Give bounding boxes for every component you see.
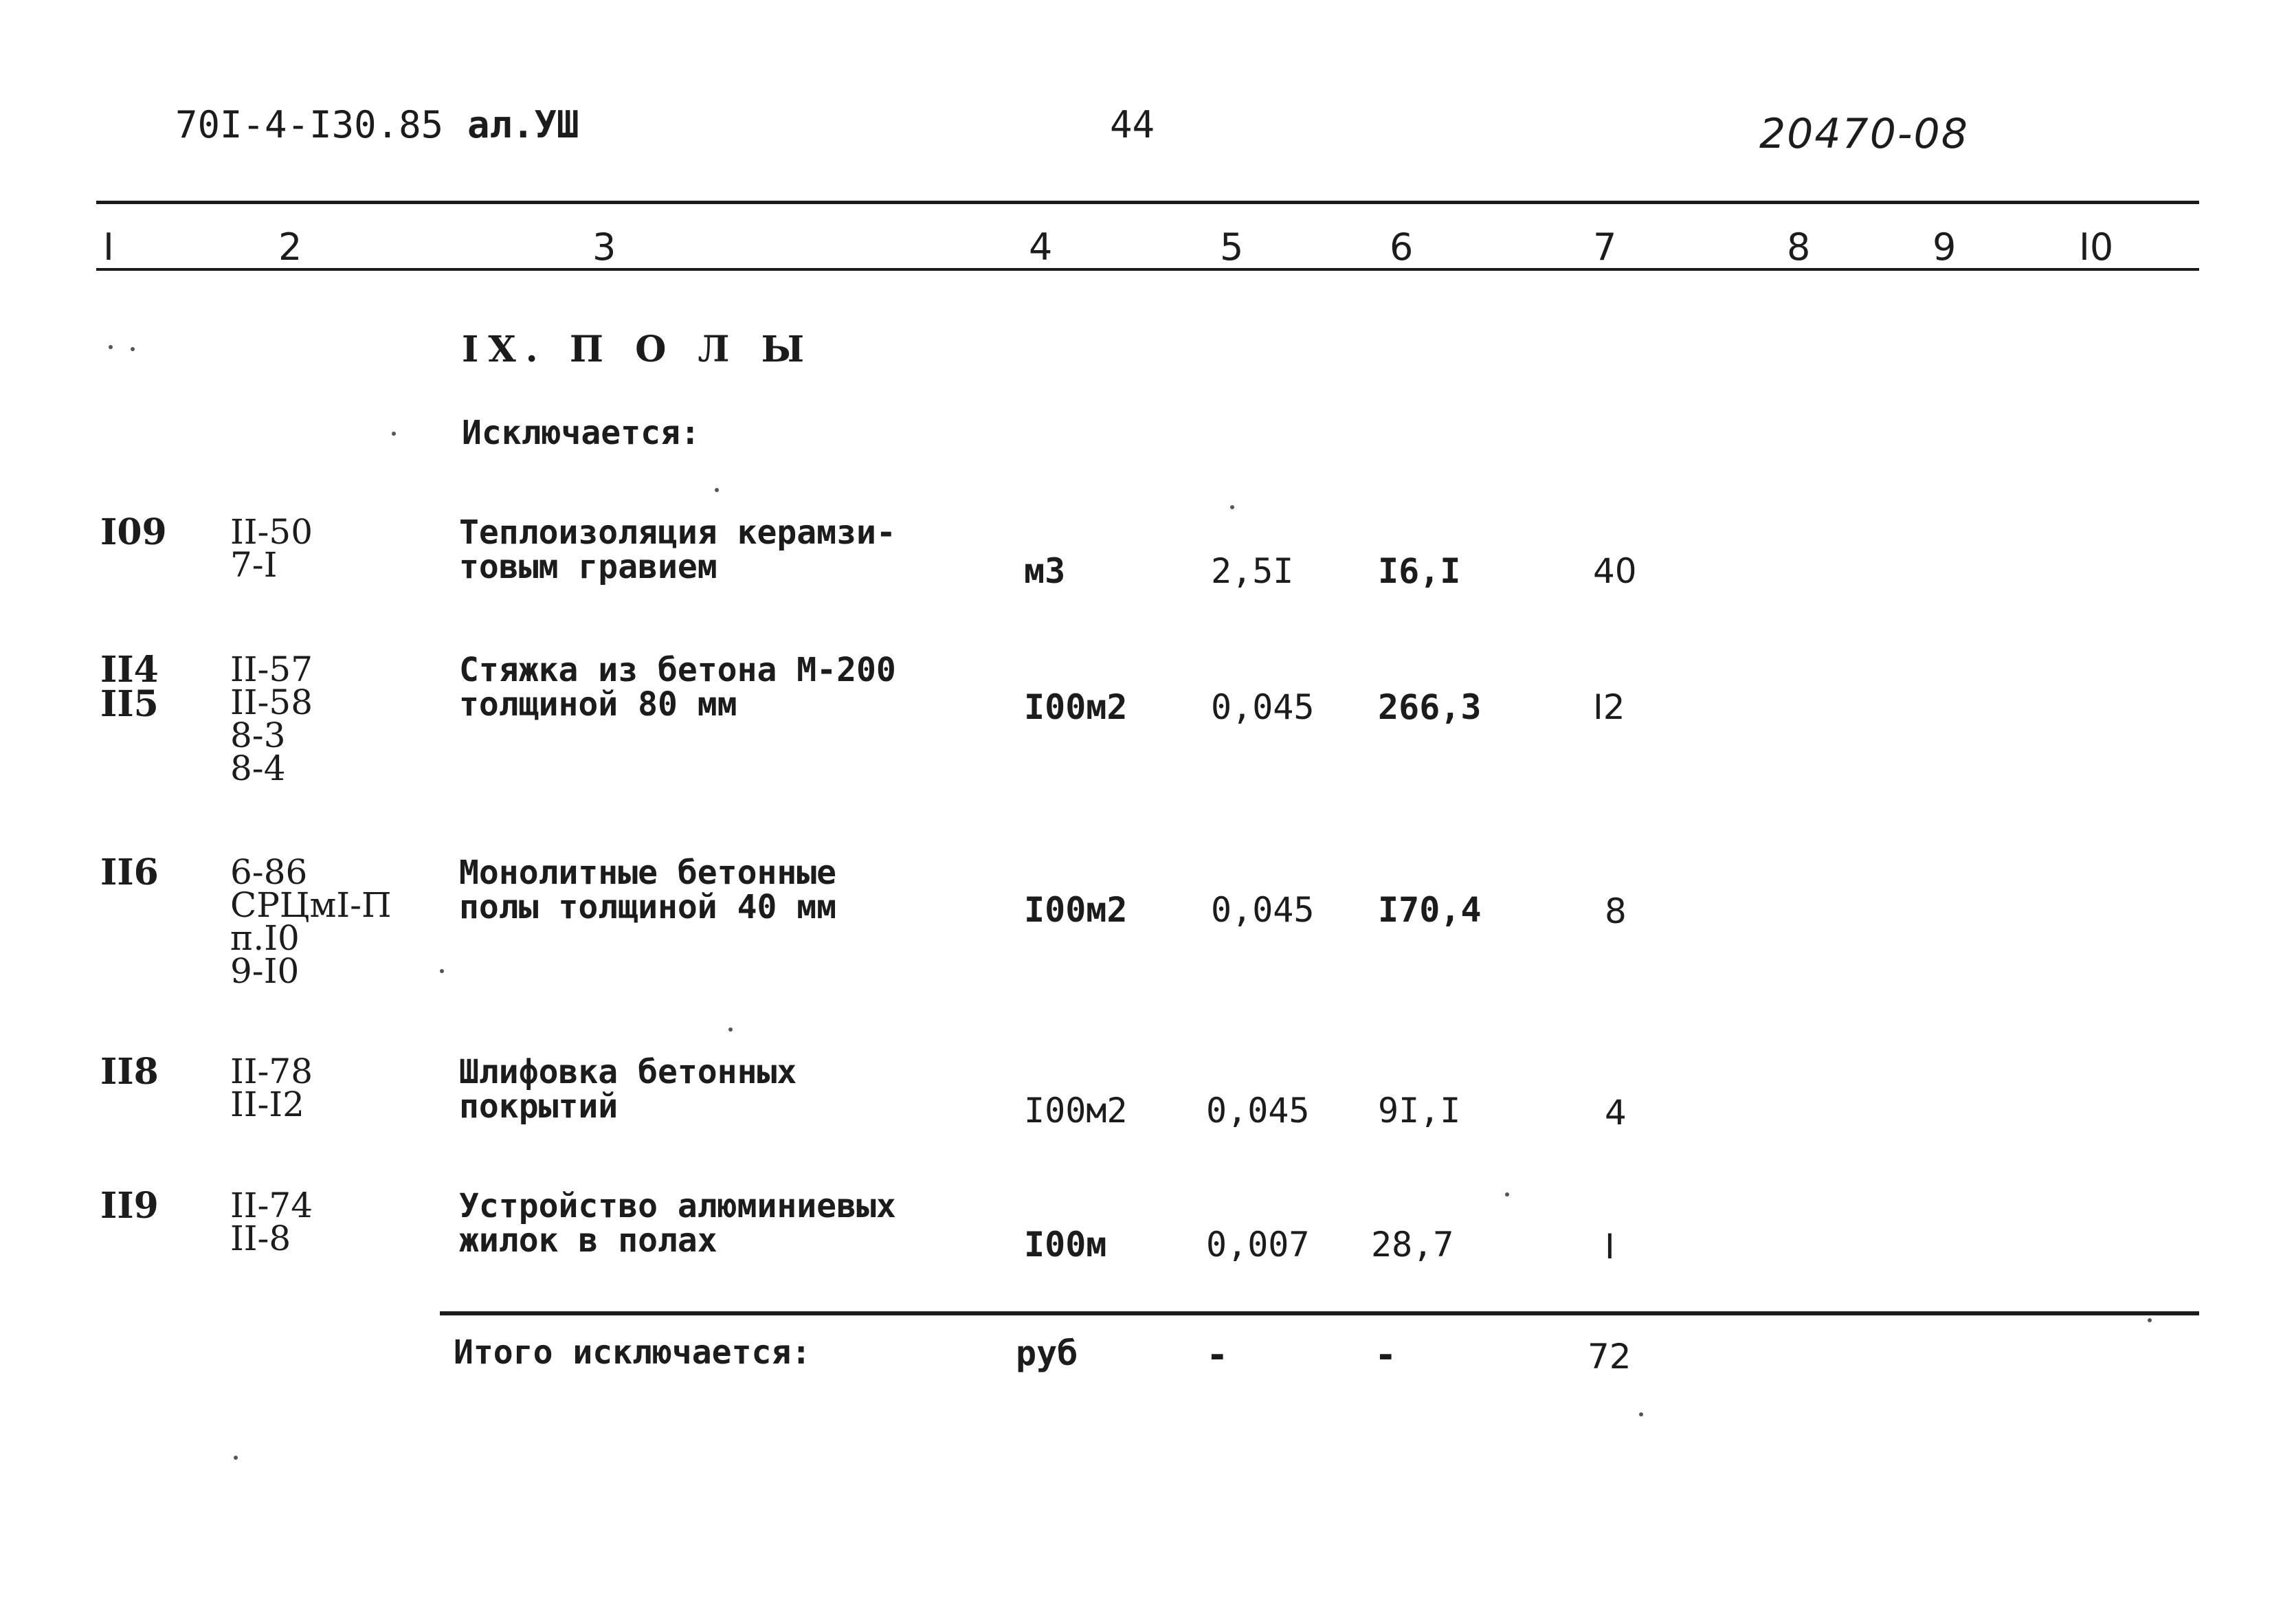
row-total: 4 (1605, 1093, 1627, 1133)
column-header: I (103, 225, 114, 269)
table-top-rule (96, 201, 2199, 204)
scan-speck (234, 1456, 238, 1460)
row-price: 266,3 (1378, 687, 1482, 727)
row-number: I09 (100, 511, 167, 553)
row-codes: II-78 II-I2 (230, 1052, 313, 1124)
row-quantity: 0,045 (1211, 687, 1315, 727)
section-subtitle: Исключается: (462, 414, 700, 452)
row-unit: I00м2 (1024, 890, 1128, 930)
scan-speck (109, 345, 113, 349)
section-title: IX. П О Л Ы (462, 329, 814, 370)
total-price: - (1374, 1333, 1397, 1377)
row-quantity: 0,045 (1211, 890, 1315, 930)
sheet-label: ал.УШ (467, 103, 579, 146)
scan-speck (440, 969, 444, 973)
row-description: Теплоизоляция керамзи- товым гравием (459, 513, 896, 586)
total-value: 72 (1588, 1337, 1631, 1377)
total-quantity: - (1206, 1333, 1229, 1377)
row-codes: II-57 II-58 8-3 8-4 (230, 649, 313, 788)
scan-speck (1639, 1412, 1643, 1416)
row-number: II8 (100, 1051, 159, 1093)
scan-speck (1230, 505, 1234, 509)
column-header: 6 (1390, 225, 1414, 269)
column-header: 5 (1220, 225, 1244, 269)
row-codes: 6-86 СРЦмI-П п.I0 9-I0 (230, 852, 392, 991)
total-label: Итого исключается: (454, 1333, 812, 1372)
stamp-number: 20470-08 (1759, 110, 1969, 158)
row-unit: м3 (1024, 551, 1066, 591)
column-header: 3 (592, 225, 616, 269)
column-header: 8 (1787, 225, 1811, 269)
column-header: 2 (278, 225, 302, 269)
row-unit: I00м (1024, 1225, 1107, 1265)
scan-speck (728, 1027, 733, 1032)
row-codes: II-74 II-8 (230, 1186, 313, 1258)
row-unit: I00м2 (1024, 687, 1128, 727)
page-number: 44 (1110, 103, 1155, 146)
row-quantity: 0,007 (1206, 1225, 1310, 1265)
row-price: I70,4 (1378, 890, 1482, 930)
row-price: 9I,I (1378, 1091, 1461, 1131)
row-number: II9 (100, 1185, 159, 1227)
scan-speck (1505, 1192, 1509, 1197)
row-price: I6,I (1378, 551, 1461, 591)
row-description: Шлифовка бетонных покрытий (459, 1053, 797, 1126)
row-price: 28,7 (1371, 1225, 1454, 1265)
row-codes: II-50 7-I (230, 512, 313, 585)
scan-speck (2148, 1318, 2152, 1322)
column-header: 9 (1933, 225, 1957, 269)
row-number: II6 (100, 852, 159, 893)
scan-speck (715, 488, 719, 492)
row-number: II4 II5 (100, 649, 159, 725)
row-quantity: 0,045 (1206, 1091, 1310, 1131)
row-unit: I00м2 (1024, 1091, 1128, 1131)
scan-speck (392, 432, 396, 436)
row-quantity: 2,5I (1211, 551, 1294, 591)
row-description: Монолитные бетонные полы толщиной 40 мм (459, 854, 837, 926)
row-total: 8 (1605, 891, 1627, 931)
row-total: 40 (1593, 551, 1637, 591)
row-total: I2 (1593, 687, 1625, 727)
column-header: 4 (1029, 225, 1053, 269)
row-description: Устройство алюминиевых жилок в полах (459, 1187, 896, 1260)
scan-speck (131, 347, 135, 351)
document-code: 70I-4-I30.85 (175, 103, 444, 146)
total-unit: руб (1016, 1333, 1078, 1373)
table-header-rule (96, 268, 2199, 271)
row-total: I (1605, 1227, 1615, 1267)
row-description: Стяжка из бетона М-200 толщиной 80 мм (459, 651, 896, 724)
column-header: 7 (1593, 225, 1617, 269)
column-header: I0 (2079, 225, 2114, 269)
total-rule (440, 1311, 2199, 1315)
